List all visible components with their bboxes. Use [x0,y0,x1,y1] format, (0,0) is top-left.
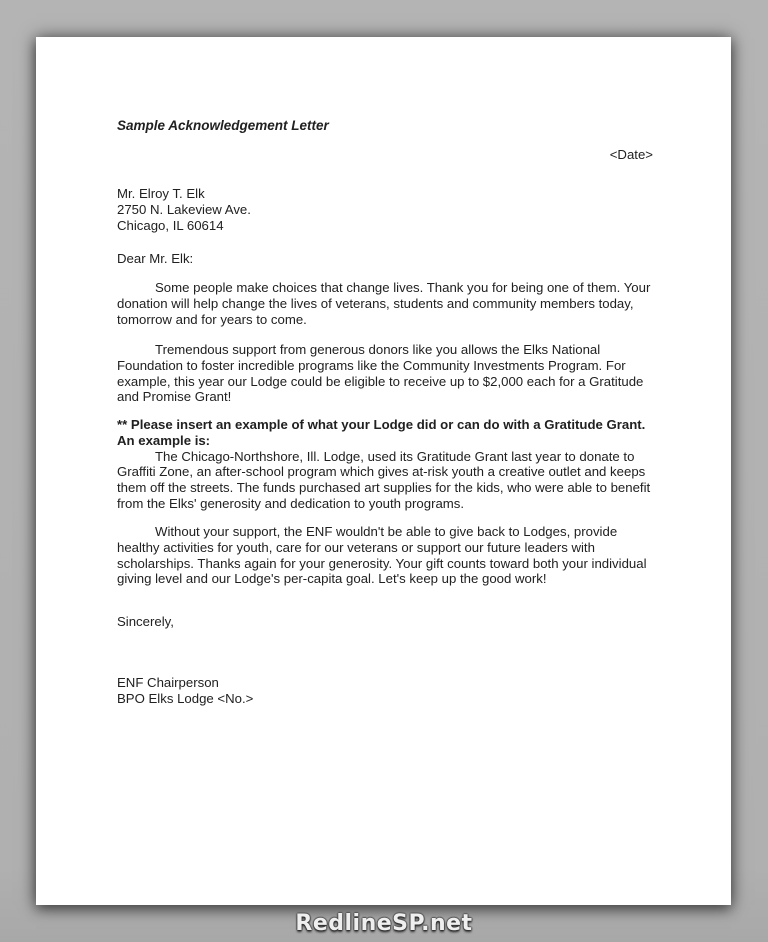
insert-example-note: ** Please insert an example of what your Lodge did or can do with a Gratitude Grant. An example is: [117,417,646,448]
recipient-city-state-zip: Chicago, IL 60614 [117,217,224,233]
valediction: Sincerely, [117,614,174,630]
watermark-text: RedlineSP.net [295,911,473,936]
paragraph-closing: Without your support, the ENF wouldn't be able to give back to Lodges, provide healthy activities for youth, care for our veterans or support our future leaders with scholarships. Thanks again for your generosity. Your gift counts toward both your individual giving level and our Lodge's per-capita goal. Let's keep up the good work! [117,524,647,587]
letter-page [36,37,731,905]
letter-title: Sample Acknowledgement Letter [117,118,329,133]
date-placeholder: <Date> [609,146,653,162]
paragraph-lodge-example: The Chicago-Northshore, Ill. Lodge, used its Gratitude Grant last year to donate to Graffiti Zone, an after-school program which gives at-risk youth a creative outlet and keeps them off the streets. The funds purchased art supplies for the kids, who were able to benefit from the Elks' generosity and dedication to youth programs. [117,448,651,511]
signature-block [117,675,653,706]
salutation: Dear Mr. Elk: [117,250,194,266]
paragraph-thank-you: Some people make choices that change lives. Thank you for being one of them. Your donation will help change the lives of veterans, students and community members today, tomorrow and for years to come. [117,280,651,327]
signature-title: ENF Chairperson [117,674,219,690]
paragraph-foundation-support: Tremendous support from generous donors like you allows the Elks National Foundation to foster incredible programs like the Community Investments Program. For example, this year our Lodge could be eligible to receive up to $2,000 each for a Gratitude and Promise Grant! [117,342,644,405]
recipient-address-block [117,186,653,233]
recipient-name: Mr. Elroy T. Elk [117,186,205,202]
letter-body [36,37,731,905]
recipient-street: 2750 N. Lakeview Ave. [117,202,251,218]
signature-lodge-number: BPO Elks Lodge <No.> [117,690,254,706]
